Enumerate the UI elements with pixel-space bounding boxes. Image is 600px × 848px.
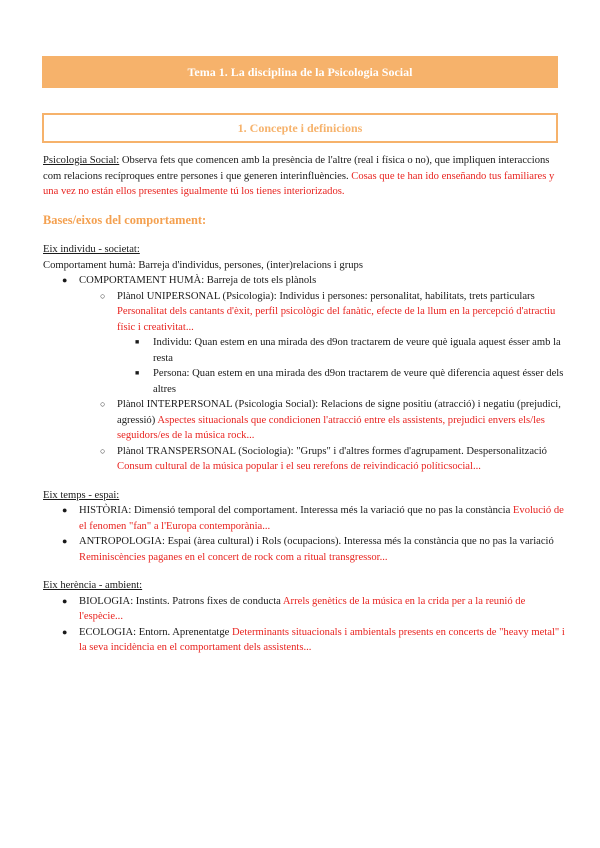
- antropologia-text: ANTROPOLOGIA: Espai (àrea cultural) i Rols (ocupacions). Interessa més la constància que no pas la variació: [79, 536, 554, 547]
- disc-bullet-icon: ●: [62, 626, 68, 637]
- interpersonal-note: Aspectes situacionals que condicionen l'atracció entre els assistents, prejudici envers els/les seguidors/es de la música rock...: [117, 414, 545, 441]
- historia-note: Evolució de el fenomen "fan" a l'Europa contemporània...: [79, 505, 564, 532]
- definition-text: Observa fets que comencen amb la presència de l'altre (real i física o no), que impliquen interaccions com relacions recíproques entre persones i que generen interinfluències.: [43, 155, 550, 182]
- biologia-text: BIOLOGIA: Instints. Patrons fixes de conducta: [79, 595, 283, 607]
- definition-term: Psicologia Social:: [43, 155, 120, 166]
- circle-bullet-icon: ○: [100, 399, 106, 409]
- interpersonal-text: Plànol INTERPERSONAL (Psicologia Social): Relacions de signe positiu (atracció) i negatiu (prejudici, agressió): [117, 399, 561, 426]
- axis3-heading: Eix herència - ambient:: [43, 580, 143, 591]
- persona-text: Persona: Quan estem en una mirada des d9on tractarem de veure què diferencia aquest ésser dels altres: [153, 368, 564, 395]
- transpersonal-note: Consum cultural de la música popular i el seu rerefons de reivindicació políticsocial...: [117, 461, 481, 472]
- unipersonal-note: Personalitat dels cantants d'èxit, perfil psicològic del fanàtic, efecte de la llum en la percepció d'atractiu físic i creativitat...: [117, 306, 556, 333]
- ecologia-text: ECOLOGIA: Entorn. Aprenentatge: [79, 626, 232, 638]
- list-item: [43, 366, 565, 397]
- list-item: [43, 289, 565, 336]
- definition-note: Cosas que te han ido enseñando tus familiares y una vez no están ellos presentes igualmente tú los tienes interiorizados.: [43, 170, 555, 197]
- list-item: [43, 444, 565, 475]
- biologia-note: Arrels genètics de la música en la crida per a la reunió de l'espècie...: [79, 595, 526, 622]
- disc-bullet-icon: ●: [62, 595, 68, 606]
- unipersonal-text: Plànol UNIPERSONAL (Psicologia): Individus i persones: personalitat, habilitats, trets particulars: [117, 290, 535, 302]
- disc-bullet-icon: ●: [62, 275, 68, 285]
- list-item: [43, 397, 565, 444]
- definition-paragraph: [43, 153, 565, 200]
- circle-bullet-icon: ○: [100, 445, 106, 456]
- list-item: [43, 335, 565, 366]
- disc-bullet-icon: ●: [62, 536, 68, 546]
- disc-bullet-icon: ●: [62, 505, 68, 515]
- transpersonal-text: Plànol TRANSPERSONAL (Sociologia): "Grups" i d'altres formes d'agrupament. Despersonalització: [117, 445, 547, 457]
- list-item: [43, 594, 565, 625]
- axis2-heading: Eix temps - espai:: [43, 489, 120, 501]
- list-item: [43, 534, 565, 565]
- axis1-heading: Eix individu - societat:: [43, 244, 140, 255]
- ecologia-note: Determinants situacionals i ambientals presents en concerts de "heavy metal" i la seva incidència en el comportament dels assistents...: [79, 626, 565, 653]
- document-body: [43, 153, 565, 656]
- list-item: [43, 503, 565, 534]
- section-title: 1. Concepte i definicions: [42, 113, 558, 143]
- list-item: [43, 625, 565, 656]
- circle-bullet-icon: ○: [100, 290, 106, 301]
- antropologia-note: Reminiscències paganes en el concert de rock com a ritual transgressor...: [79, 551, 388, 563]
- bases-heading: Bases/eixos del comportament:: [43, 212, 207, 227]
- axis1-item-text: COMPORTAMENT HUMÀ: Barreja de tots els plànols: [79, 275, 317, 286]
- square-bullet-icon: ■: [135, 369, 140, 377]
- individu-text: Individu: Quan estem en una mirada des d9on tractarem de veure què iguala aquest ésser amb la resta: [153, 337, 561, 364]
- historia-text: HISTÒRIA: Dimensió temporal del comportament. Interessa més la variació que no pas la constància: [79, 505, 513, 516]
- axis1-intro: Comportament humà: Barreja d'individus, persones, (inter)relacions i grups: [43, 259, 363, 271]
- square-bullet-icon: ■: [135, 338, 140, 346]
- document-title: Tema 1. La disciplina de la Psicologia Social: [42, 56, 558, 88]
- list-item: [43, 273, 565, 289]
